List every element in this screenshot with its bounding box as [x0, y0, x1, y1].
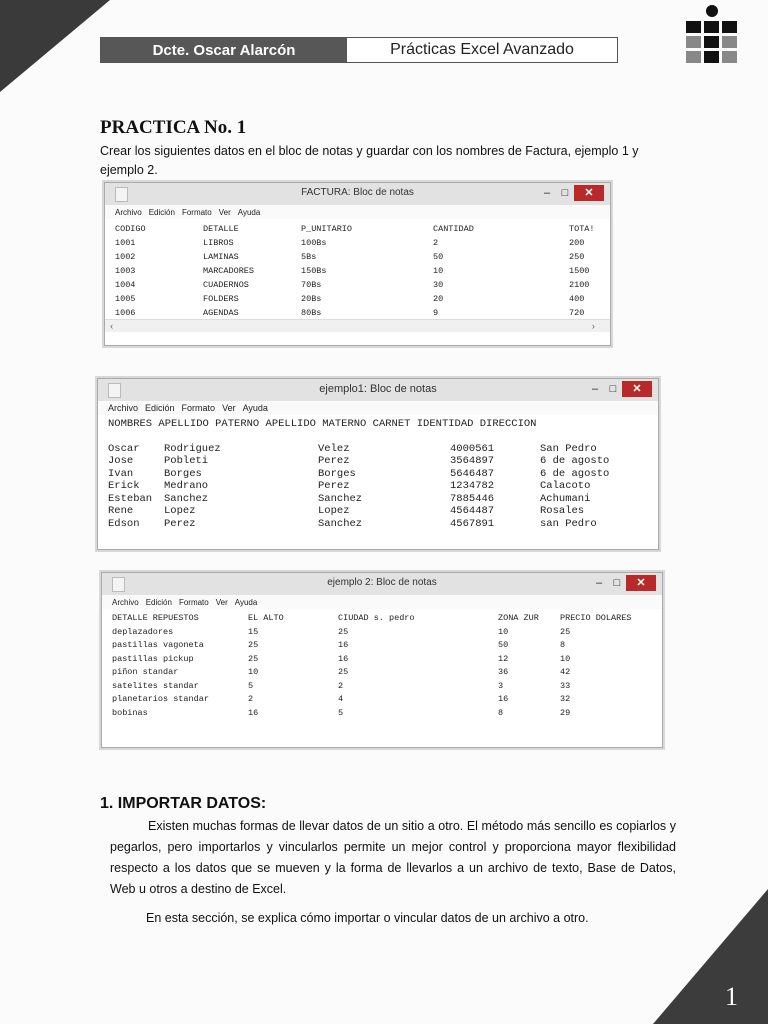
maximize-button[interactable]: □ — [613, 577, 621, 589]
table-row: 1001 LIBROS 100Bs 2 200 — [115, 238, 585, 248]
close-button[interactable]: ✕ — [622, 381, 652, 397]
table-row: CODIGO DETALLE P_UNITARIO CANTIDAD TOTA! — [115, 224, 595, 234]
table-row: 1002 LAMINAS 5Bs 50 250 — [115, 252, 585, 262]
notepad-window-factura — [104, 182, 611, 346]
minimize-button[interactable]: – — [595, 577, 603, 589]
window-title: ejemplo 2: Bloc de notas — [327, 577, 437, 588]
menu-bar — [102, 595, 662, 609]
corner-decoration-top — [0, 0, 110, 92]
title-bar — [105, 183, 610, 205]
table-row: satelites standar 5 2 3 33 — [112, 680, 571, 691]
table-row: Erick Medrano Perez 1234782 Calacoto — [108, 480, 591, 492]
header-course: Prácticas Excel Avanzado — [347, 38, 617, 62]
text-area[interactable] — [98, 415, 658, 534]
menu-bar — [98, 401, 658, 415]
table-row: Edson Perez Sanchez 4567891 san Pedro — [108, 517, 597, 530]
intro-text: Crear los siguientes datos en el bloc de notas y guardar con los nombres de Factura, ejemplo 1 y ejemplo 2. — [100, 144, 639, 177]
table-row: pastillas vagoneta 25 16 50 8 — [112, 640, 566, 650]
text-area[interactable] — [105, 219, 610, 332]
page-number: 1 — [725, 982, 738, 1011]
menu-bar — [105, 205, 610, 219]
minimize-button[interactable]: – — [543, 187, 551, 199]
title-bar — [98, 379, 658, 401]
menu-formato[interactable]: Formato — [181, 207, 212, 217]
table-row: 1003 MARCADORES 150Bs 10 1500 — [115, 266, 590, 276]
table-row: deplazadores 15 25 10 25 — [112, 626, 571, 637]
corner-decoration-bottom — [653, 889, 768, 1024]
table-row: pastillas pickup 25 16 12 10 — [112, 653, 571, 664]
menu-edicion[interactable]: Edición — [145, 597, 172, 607]
table-row: 1005 FOLDERS 20Bs 20 400 — [115, 294, 585, 304]
menu-ayuda[interactable]: Ayuda — [242, 403, 268, 413]
menu-edicion[interactable]: Edición — [148, 207, 175, 217]
institution-logo-icon — [686, 5, 738, 73]
window-title: FACTURA: Bloc de notas — [301, 187, 414, 198]
menu-ayuda[interactable]: Ayuda — [234, 597, 258, 607]
table-row: Ivan Borges Borges 5646487 6 de agosto — [108, 467, 610, 480]
menu-formato[interactable]: Formato — [181, 403, 216, 413]
table-row: DETALLE REPUESTOS EL ALTO CIUDAD s. pedro ZONA ZUR PRECIO DOLARES — [112, 613, 632, 623]
menu-archivo[interactable]: Archivo — [115, 207, 142, 217]
menu-archivo[interactable]: Archivo — [108, 403, 139, 413]
notepad-window-ejemplo1 — [97, 378, 659, 550]
page-header — [100, 37, 618, 63]
table-row: 1006 AGENDAS 80Bs 9 720 — [115, 308, 585, 318]
section-heading: 1. IMPORTAR DATOS: — [100, 795, 267, 812]
menu-ver[interactable]: Ver — [218, 207, 231, 217]
notepad-window-ejemplo2 — [101, 572, 663, 748]
window-title: ejemplo1: Bloc de notas — [319, 383, 437, 395]
menu-ayuda[interactable]: Ayuda — [237, 207, 261, 217]
menu-ver[interactable]: Ver — [222, 403, 236, 413]
menu-ver[interactable]: Ver — [215, 597, 228, 607]
horizontal-scrollbar[interactable]: ‹ › — [105, 319, 610, 332]
table-row: Oscar Rodriguez Velez 4000561 San Pedro — [108, 442, 597, 455]
table-row: bobinas 16 5 8 29 — [112, 707, 571, 718]
text-area[interactable] — [102, 609, 662, 736]
maximize-button[interactable]: □ — [561, 187, 569, 199]
menu-archivo[interactable]: Archivo — [112, 597, 139, 607]
section-paragraph-2: En esta sección, se explica cómo importar o vincular datos de un archivo a otro. — [146, 911, 589, 925]
close-button[interactable]: ✕ — [574, 185, 604, 201]
header-author: Dcte. Oscar Alarcón — [101, 38, 347, 62]
menu-formato[interactable]: Formato — [178, 597, 209, 607]
table-row: planetarios standar 2 4 16 32 — [112, 694, 571, 704]
maximize-button[interactable]: □ — [609, 383, 617, 395]
table-row: Esteban Sanchez Sanchez 7885446 Achumani — [108, 492, 591, 505]
section-paragraph: Existen muchas formas de llevar datos de un sitio a otro. El método más sencillo es copiarlos y pegarlos, pero importarlos y vincularlos permite un mejor control y proporciona mayor flexibilidad respecto a los datos que se mueven y la forma de llevarlos a un archivo de texto, Base de Datos, Web u otros a destino de Excel. — [110, 819, 676, 896]
page-title: PRACTICA No. 1 — [100, 117, 247, 138]
minimize-button[interactable]: – — [591, 383, 599, 395]
close-button[interactable]: ✕ — [626, 575, 656, 591]
header-line: NOMBRES APELLIDO PATERNO APELLIDO MATERNO CARNET IDENTIDAD DIRECCION — [108, 418, 537, 430]
table-row: 1004 CUADERNOS 70Bs 30 2100 — [115, 280, 590, 290]
table-row: piñon standar 10 25 36 42 — [112, 667, 571, 677]
title-bar — [102, 573, 662, 595]
menu-edicion[interactable]: Edición — [145, 403, 175, 413]
table-row: Jose Pobleti Perez 3564897 6 de agosto — [108, 455, 610, 467]
table-row: Rene Lopez Lopez 4564487 Rosales — [108, 505, 585, 517]
